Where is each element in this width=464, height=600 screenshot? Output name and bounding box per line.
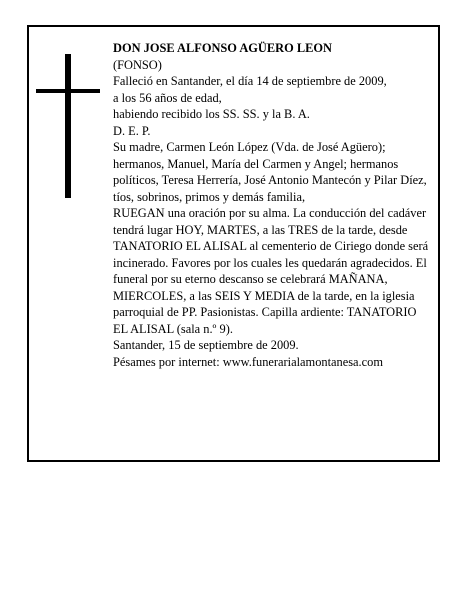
death-info-line-2: a los 56 años de edad, (113, 90, 222, 105)
cross-icon (36, 54, 100, 198)
death-info-line-1: Falleció en Santander, el día 14 de septiembre de 2009, (113, 74, 387, 88)
rip-line: D. E. P. (113, 123, 151, 138)
deceased-nickname: (FONSO) (113, 57, 162, 72)
place-date-line: Santander, 15 de septiembre de 2009. (113, 338, 299, 352)
request-paragraph: RUEGAN una oración por su alma. La conducción del cadáver tendrá lugar HOY, MARTES, a las TRES de la tarde, desde TANATORIO EL ALISAL al cementerio de Ciriego donde será incinerado. Favores por los cuales les quedarán agradecidos. El funeral por su eterno descanso se celebrará MAÑANA, MIERCOLES, a las SEIS Y MEDIA de la tarde, en la iglesia parroquial de PP. Pasionistas. Capilla ardiente: TANATORIO EL ALISAL (sala n.º 9). (113, 206, 429, 336)
condolences-line: Pésames por internet: www.funerarialamontanesa.com (113, 354, 383, 369)
notice-text (113, 40, 431, 370)
sacraments-line: habiendo recibido los SS. SS. y la B. A. (113, 107, 310, 121)
cross-horizontal-bar (36, 89, 100, 93)
cross-vertical-bar (65, 54, 71, 198)
family-paragraph: Su madre, Carmen León López (Vda. de José Agüero); hermanos, Manuel, María del Carmen y Angel; hermanos políticos, Teresa Herrería, José Antonio Mantecón y Pilar Díez, tíos, sobrinos, primos y demás familia, (113, 140, 427, 204)
deceased-name: DON JOSE ALFONSO AGÜERO LEON (113, 41, 332, 55)
